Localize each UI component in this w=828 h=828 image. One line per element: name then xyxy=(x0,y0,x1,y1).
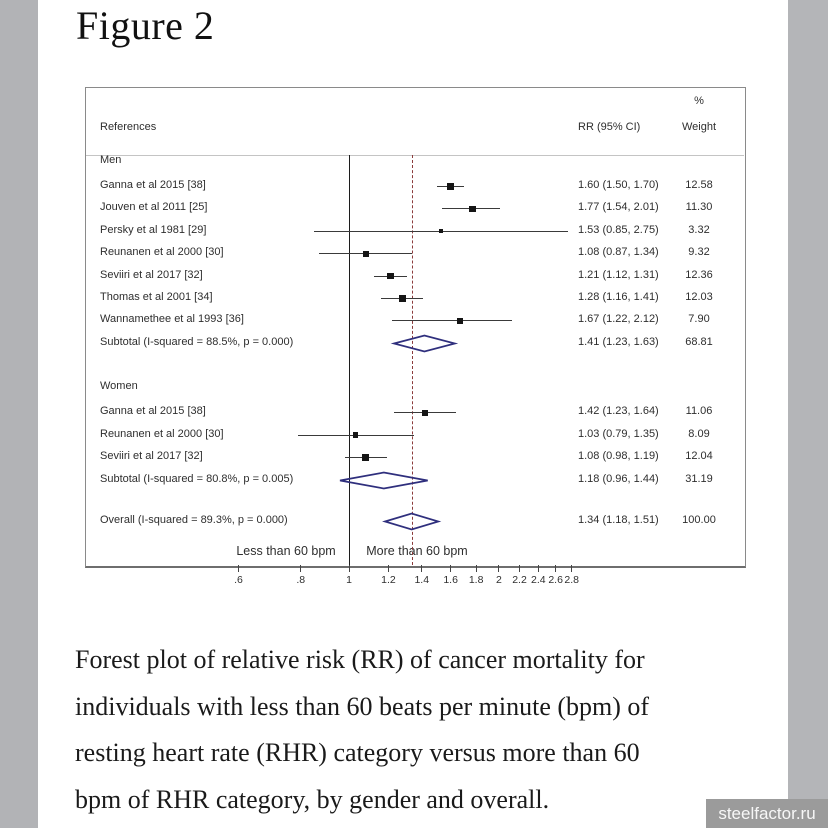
weight-value: 12.04 xyxy=(685,450,713,463)
weight-value: 11.06 xyxy=(685,405,713,418)
rr-value: 1.08 (0.98, 1.19) xyxy=(578,450,659,463)
figure-caption xyxy=(75,637,755,823)
axis-tick-label: 2.8 xyxy=(564,574,579,586)
caption-line: bpm of RHR category, by gender and overall. xyxy=(75,784,550,814)
rr-value: 1.53 (0.85, 2.75) xyxy=(578,223,659,236)
axis-tick-label: .6 xyxy=(234,574,243,586)
study-label: Persky et al 1981 [29] xyxy=(100,223,207,236)
right-gray-bar xyxy=(788,0,828,828)
study-label: Reunanen et al 2000 [30] xyxy=(100,427,224,440)
group-header: Men xyxy=(100,153,122,166)
study-label: Reunanen et al 2000 [30] xyxy=(100,246,224,259)
column-header-percent: % xyxy=(694,95,704,107)
caption-line: Forest plot of relative risk (RR) of cancer mortality for xyxy=(75,645,645,674)
axis-tick-label: 1.8 xyxy=(468,574,484,586)
axis-tick-label: 2.6 xyxy=(548,574,563,586)
header-separator xyxy=(86,155,744,156)
rr-value: 1.60 (1.50, 1.70) xyxy=(578,179,659,191)
weight-value: 12.03 xyxy=(685,291,713,303)
rr-value: 1.42 (1.23, 1.64) xyxy=(578,405,659,418)
weight-value: 12.36 xyxy=(685,268,713,281)
overall-label: Overall (I-squared = 89.3%, p = 0.000) xyxy=(100,513,288,526)
weight-value: 12.58 xyxy=(685,179,713,191)
study-label: Ganna et al 2015 [38] xyxy=(100,405,206,418)
rr-value: 1.77 (1.54, 2.01) xyxy=(578,201,659,214)
axis-tick-label: 1.6 xyxy=(443,574,458,586)
weight-value: 100.00 xyxy=(682,513,716,526)
axis-tick-label: 2 xyxy=(495,574,502,586)
caption-line: individuals with less than 60 beats per minute (bpm) of xyxy=(75,691,650,721)
caption-line: resting heart rate (RHR) category versus more than 60 xyxy=(75,738,640,767)
weight-value: 31.19 xyxy=(685,472,713,485)
watermark: steelfactor.ru xyxy=(706,799,828,828)
rr-value: 1.18 (0.96, 1.44) xyxy=(578,472,659,485)
weight-value: 8.09 xyxy=(688,427,710,440)
rr-value: 1.34 (1.18, 1.51) xyxy=(578,513,659,526)
axis-tick-label: .8 xyxy=(296,574,306,586)
rr-value: 1.21 (1.12, 1.31) xyxy=(578,268,659,281)
study-label: Wannamethee et al 1993 [36] xyxy=(100,313,244,326)
study-label: Ganna et al 2015 [38] xyxy=(100,179,206,191)
study-label: Seviiri et al 2017 [32] xyxy=(100,450,203,463)
rr-value: 1.03 (0.79, 1.35) xyxy=(578,427,659,440)
column-header-rr: RR (95% CI) xyxy=(578,121,641,133)
rr-value: 1.28 (1.16, 1.41) xyxy=(578,291,659,303)
left-gray-bar xyxy=(0,0,38,828)
figure-title: Figure 2 xyxy=(76,3,215,48)
column-header-weight: Weight xyxy=(681,121,717,133)
group-header: Women xyxy=(100,379,138,392)
axis-tick-label: 1.4 xyxy=(414,574,430,586)
weight-value: 9.32 xyxy=(688,246,710,259)
weight-value: 68.81 xyxy=(685,335,713,348)
weight-value: 11.30 xyxy=(685,201,713,214)
rr-value: 1.08 (0.87, 1.34) xyxy=(578,246,659,259)
axis-tick-label: 1.2 xyxy=(381,574,396,586)
column-header-references: References xyxy=(100,121,157,133)
study-label: Jouven et al 2011 [25] xyxy=(100,201,208,214)
weight-value: 7.90 xyxy=(688,313,710,326)
axis-tick-label: 2.4 xyxy=(531,574,546,586)
axis-region-label-left: Less than 60 bpm xyxy=(236,544,336,558)
study-label: Thomas et al 2001 [34] xyxy=(100,291,213,303)
axis-region-label-right: More than 60 bpm xyxy=(366,544,468,558)
rr-value: 1.41 (1.23, 1.63) xyxy=(578,335,659,348)
weight-value: 3.32 xyxy=(688,223,710,236)
axis-tick-label: 1 xyxy=(346,574,352,586)
subtotal-label: Subtotal (I-squared = 88.5%, p = 0.000) xyxy=(100,335,294,348)
forest-plot-frame xyxy=(85,87,746,568)
study-label: Seviiri et al 2017 [32] xyxy=(100,268,203,281)
rr-value: 1.67 (1.22, 2.12) xyxy=(578,313,659,326)
subtotal-label: Subtotal (I-squared = 80.8%, p = 0.005) xyxy=(100,472,294,485)
axis-tick-label: 2.2 xyxy=(512,574,527,586)
